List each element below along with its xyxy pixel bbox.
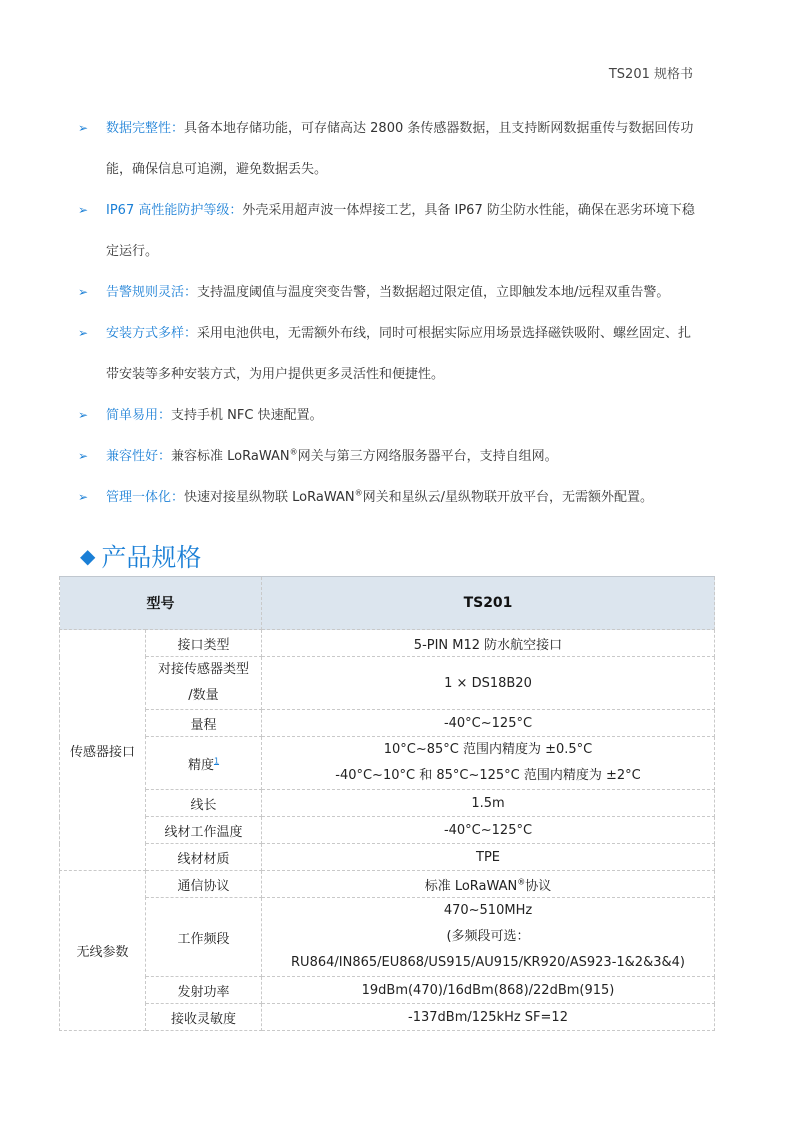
- table-row: [60, 737, 715, 790]
- row-label: 线长: [146, 790, 262, 817]
- group-sensor-interface: 传感器接口: [60, 630, 146, 871]
- feature-key: 兼容性好: [106, 449, 159, 464]
- row-value: 1 × DS18B20: [262, 657, 715, 710]
- row-label: 工作频段: [146, 898, 262, 977]
- table-row: [60, 657, 715, 710]
- arrow-bullet-icon: ➢: [78, 203, 89, 217]
- table-row: [60, 977, 715, 1004]
- feature-text: 网关与第三方网络服务器平台，支持自组网。: [297, 449, 558, 464]
- row-value-line: 10°C~85°C 范围内精度为 ±0.5°C: [383, 742, 593, 757]
- arrow-bullet-icon: ➢: [78, 449, 89, 463]
- arrow-bullet-icon: ➢: [78, 285, 89, 299]
- feature-item: [78, 108, 698, 190]
- row-label: 接口类型: [146, 630, 262, 657]
- table-row: [60, 817, 715, 844]
- row-value-line: 470~510MHz: [443, 903, 533, 918]
- row-value: -40°C~125°C: [262, 817, 715, 844]
- feature-key: 管理一体化: [106, 490, 172, 505]
- header-model-value: TS201: [262, 577, 715, 630]
- feature-separator: ：: [158, 408, 172, 423]
- feature-item: [78, 436, 698, 477]
- feature-item: [78, 190, 698, 272]
- row-label: [146, 657, 262, 710]
- feature-key: IP67 高性能防护等级: [106, 203, 230, 218]
- feature-separator: ：: [184, 285, 198, 300]
- feature-separator: ：: [158, 449, 172, 464]
- row-label: 接收灵敏度: [146, 1004, 262, 1031]
- row-label: 通信协议: [146, 871, 262, 898]
- row-label-line: 对接传感器类型: [157, 662, 249, 677]
- row-label: 发射功率: [146, 977, 262, 1004]
- row-value: -137dBm/125kHz SF=12: [262, 1004, 715, 1031]
- feature-text: 采用电池供电，无需额外布线，同时可根据实际应用场景选择磁铁吸附、螺丝固定、扎带安装等多种安装方式，为用户提供更多灵活性和便捷性。: [106, 326, 692, 382]
- section-heading: [80, 538, 201, 574]
- arrow-bullet-icon: ➢: [78, 121, 89, 135]
- row-value: [262, 871, 715, 898]
- feature-separator: ：: [171, 490, 185, 505]
- feature-item: [78, 313, 698, 395]
- row-value-line: -40°C~10°C 和 85°C~125°C 范围内精度为 ±2°C: [335, 768, 641, 783]
- row-value-text: 标准 LoRaWAN: [424, 878, 518, 894]
- table-row: [60, 844, 715, 871]
- feature-list: [78, 108, 698, 518]
- table-row: [60, 1004, 715, 1031]
- feature-text: 快速对接星纵物联 LoRaWAN: [184, 490, 355, 505]
- feature-text: 支持温度阈值与温度突变告警，当数据超过限定值，立即触发本地/远程双重告警。: [197, 285, 670, 300]
- row-value: TPE: [262, 844, 715, 871]
- table-header-row: [60, 577, 715, 630]
- spec-table: [59, 576, 715, 1031]
- footnote-link[interactable]: 1: [213, 756, 220, 766]
- row-value: 5-PIN M12 防水航空接口: [262, 630, 715, 657]
- page-header-title: TS201 规格书: [608, 67, 693, 82]
- diamond-icon: ◆: [80, 544, 96, 568]
- registered-mark: ®: [289, 447, 298, 457]
- feature-key: 简单易用: [106, 408, 159, 423]
- feature-key: 告警规则灵活: [106, 285, 185, 300]
- table-row: [60, 871, 715, 898]
- table-row: [60, 710, 715, 737]
- table-row: [60, 790, 715, 817]
- feature-separator: ：: [171, 121, 185, 136]
- table-row: [60, 630, 715, 657]
- row-value: [262, 898, 715, 977]
- arrow-bullet-icon: ➢: [78, 490, 89, 504]
- feature-separator: ：: [229, 203, 243, 218]
- feature-text: 具备本地存储功能，可存储高达 2800 条传感器数据，且支持断网数据重传与数据回传功能，确保信息可追溯，避免数据丢失。: [106, 121, 694, 177]
- row-value: [262, 737, 715, 790]
- row-label: 线材工作温度: [146, 817, 262, 844]
- feature-item: [78, 395, 698, 436]
- row-label: [146, 737, 262, 790]
- group-wireless-params: 无线参数: [60, 871, 146, 1031]
- row-label: 线材材质: [146, 844, 262, 871]
- arrow-bullet-icon: ➢: [78, 408, 89, 422]
- row-label-line: /数量: [188, 688, 219, 703]
- feature-item: [78, 272, 698, 313]
- header-model-label: 型号: [60, 577, 262, 630]
- registered-mark: ®: [517, 877, 526, 887]
- row-value-line: RU864/IN865/EU868/US915/AU915/KR920/AS923-1&2&3&4): [291, 955, 685, 970]
- arrow-bullet-icon: ➢: [78, 326, 89, 340]
- row-label-text: 精度: [187, 757, 214, 773]
- row-value: -40°C~125°C: [262, 710, 715, 737]
- row-value-line: (多频段可选：: [446, 929, 530, 944]
- row-label: 量程: [146, 710, 262, 737]
- row-value: 19dBm(470)/16dBm(868)/22dBm(915): [262, 977, 715, 1004]
- row-value: 1.5m: [262, 790, 715, 817]
- feature-text: 网关和星纵云/星纵物联开放平台，无需额外配置。: [362, 490, 653, 505]
- feature-text: 兼容标准 LoRaWAN: [171, 449, 290, 464]
- row-value-text: 协议: [525, 878, 552, 894]
- feature-text: 外壳采用超声波一体焊接工艺，具备 IP67 防尘防水性能，确保在恶劣环境下稳定运行。: [106, 203, 695, 259]
- registered-mark: ®: [354, 488, 363, 498]
- feature-text: 支持手机 NFC 快速配置。: [171, 408, 323, 423]
- feature-key: 安装方式多样: [106, 326, 185, 341]
- feature-key: 数据完整性: [106, 121, 172, 136]
- table-row: [60, 898, 715, 977]
- feature-separator: ：: [184, 326, 198, 341]
- section-title: 产品规格: [101, 543, 202, 572]
- feature-item: [78, 477, 698, 518]
